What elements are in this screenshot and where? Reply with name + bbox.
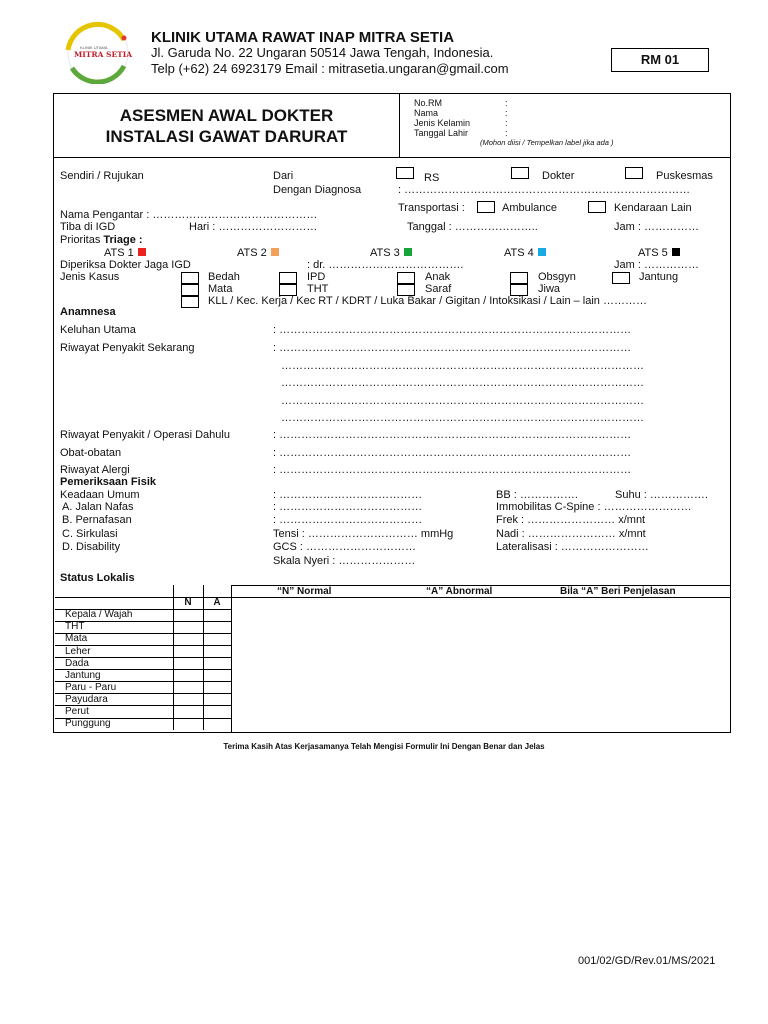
field-rps-line[interactable]: ………………………………………………………………………………………: [281, 377, 644, 389]
heading-pemeriksaan-fisik: Pemeriksaan Fisik: [60, 476, 157, 488]
triage-ats3-label: ATS 3: [370, 247, 400, 259]
checkbox-anak[interactable]: [397, 272, 415, 284]
field-tanggal[interactable]: Tanggal : …………………..: [407, 221, 538, 233]
label-obat: Obat-obatan: [60, 447, 122, 459]
cell-a[interactable]: [203, 633, 231, 645]
label-jalan-nafas: A. Jalan Nafas: [62, 501, 134, 513]
table-row: [55, 645, 231, 657]
triage-ats2[interactable]: [237, 247, 279, 259]
label-rps: Riwayat Penyakit Sekarang: [60, 342, 195, 354]
lokalis-right-box: [231, 585, 731, 733]
title-vdivider: [399, 93, 400, 157]
checkbox-bedah[interactable]: [181, 272, 199, 284]
triage-ats4-swatch: [538, 248, 546, 256]
row-label: Punggung: [55, 718, 173, 730]
field-gcs[interactable]: GCS : …………………………: [273, 541, 417, 553]
cell-a[interactable]: [203, 670, 231, 682]
form-title-line2: INSTALASI GAWAT DARURAT: [105, 127, 348, 146]
table-row: [55, 633, 231, 645]
cell-n[interactable]: [173, 645, 203, 657]
triage-ats1-label: ATS 1: [104, 247, 134, 259]
checkbox-kendaraan-lain[interactable]: [588, 201, 606, 213]
cell: [203, 585, 231, 597]
triage-ats1-swatch: [138, 248, 146, 256]
col-n: N: [173, 597, 203, 609]
logo-subtext: KLINIK UTAMA: [80, 45, 108, 50]
field-nama-pengantar[interactable]: Nama Pengantar : ………………………………………: [60, 209, 318, 221]
label-tiba-igd: Tiba di IGD: [60, 221, 116, 233]
cell-a[interactable]: [203, 658, 231, 670]
triage-ats5-label: ATS 5: [638, 247, 668, 259]
cell-a[interactable]: [203, 682, 231, 694]
triage-ats3[interactable]: [370, 247, 412, 259]
colon: :: [505, 128, 508, 138]
cell-n[interactable]: [173, 682, 203, 694]
checkbox-dokter[interactable]: [511, 167, 529, 179]
cell-a[interactable]: [203, 621, 231, 633]
table-row: [55, 694, 231, 706]
field-rps-line[interactable]: ………………………………………………………………………………………: [281, 412, 644, 424]
row-label: Dada: [55, 658, 173, 670]
label-saraf: Saraf: [425, 283, 452, 295]
row-label: Kepala / Wajah: [55, 609, 173, 621]
label-jiwa: Jiwa: [538, 283, 561, 295]
row-label: Leher: [55, 645, 173, 657]
field-rps[interactable]: : ……………………………………………………………………………………: [273, 342, 632, 354]
label-prioritas-text: Prioritas: [60, 234, 101, 246]
cell: [55, 597, 173, 609]
form-code: RM 01: [640, 52, 680, 67]
label-tht: THT: [307, 283, 329, 295]
triage-ats2-swatch: [271, 248, 279, 256]
checkbox-mata[interactable]: [181, 284, 199, 296]
lokalis-blank-row: [55, 585, 231, 597]
label-rs: RS: [424, 172, 440, 184]
colon: :: [505, 98, 508, 108]
triage-ats2-label: ATS 2: [237, 247, 267, 259]
field-frek[interactable]: Frek : …………………… x/mnt: [496, 514, 646, 526]
label-rpd: Riwayat Penyakit / Operasi Dahulu: [60, 429, 230, 441]
cell-a[interactable]: [203, 694, 231, 706]
label-kll: KLL / Kec. Kerja / Kec RT / KDRT / Luka Bakar / Gigitan / Intoksikasi / Lain – lain …………: [208, 295, 647, 307]
triage-ats5[interactable]: [638, 247, 680, 259]
table-row: [55, 682, 231, 694]
field-diagnosa[interactable]: : ……………………………………………………………………: [398, 184, 691, 196]
label-diperiksa: Diperiksa Dokter Jaga IGD: [60, 259, 191, 271]
form-title: [54, 105, 399, 147]
field-pernafasan[interactable]: : …………………………………: [273, 514, 423, 526]
field-tensi[interactable]: Tensi : ………………………… mmHg: [273, 528, 454, 540]
triage-ats1[interactable]: [104, 247, 146, 259]
field-cspine[interactable]: Immobilitas C-Spine : ……………………: [496, 501, 692, 513]
col-abnormal: “A” Abnormal: [426, 586, 493, 597]
label-kendaraan-lain: Kendaraan Lain: [614, 202, 692, 214]
field-lateralisasi[interactable]: Lateralisasi : ……………………: [496, 541, 649, 553]
table-row: [55, 670, 231, 682]
patient-label-note: (Mohon diisi / Tempelkan label jika ada ): [480, 138, 614, 147]
label-transportasi: Transportasi :: [398, 202, 465, 214]
cell-n[interactable]: [173, 670, 203, 682]
cell-n[interactable]: [173, 609, 203, 621]
label-jenis-kelamin: Jenis Kelamin: [414, 118, 471, 128]
triage-ats4-label: ATS 4: [504, 247, 534, 259]
form-title-line1: ASESMEN AWAL DOKTER: [119, 106, 334, 125]
checkbox-rs[interactable]: [396, 167, 414, 179]
clinic-address: Jl. Garuda No. 22 Ungaran 50514 Jawa Tengah, Indonesia.: [151, 45, 494, 60]
row-label: THT: [55, 621, 173, 633]
checkbox-puskesmas[interactable]: [625, 167, 643, 179]
row-label: Jantung: [55, 670, 173, 682]
label-keadaan-umum: Keadaan Umum: [60, 489, 140, 501]
label-diagnosa: Dengan Diagnosa: [273, 184, 362, 196]
cell-n[interactable]: [173, 633, 203, 645]
field-skala-nyeri[interactable]: Skala Nyeri : …………………: [273, 555, 416, 567]
field-jalan-nafas[interactable]: : …………………………………: [273, 501, 423, 513]
title-divider: [53, 157, 731, 158]
clinic-name: KLINIK UTAMA RAWAT INAP MITRA SETIA: [151, 29, 455, 46]
field-dokter-jaga[interactable]: : dr. ……………………………….: [307, 259, 464, 271]
field-hari[interactable]: Hari : ………………………: [189, 221, 318, 233]
cell-a[interactable]: [203, 706, 231, 718]
label-prioritas: [60, 234, 143, 246]
cell-n[interactable]: [173, 718, 203, 730]
label-dokter: Dokter: [542, 170, 575, 182]
row-label: Paru - Paru: [55, 682, 173, 694]
table-row: [55, 658, 231, 670]
label-jenis-kasus: Jenis Kasus: [60, 271, 120, 283]
triage-ats5-swatch: [672, 248, 680, 256]
table-row: [55, 718, 231, 730]
checkbox-ambulance[interactable]: [477, 201, 495, 213]
field-rpd[interactable]: : ……………………………………………………………………………………: [273, 429, 632, 441]
table-row: [55, 706, 231, 718]
label-nama: Nama: [414, 108, 439, 118]
lokalis-table: [55, 585, 232, 730]
colon: :: [505, 118, 508, 128]
checkbox-kll[interactable]: [181, 296, 199, 308]
col-normal: “N” Normal: [277, 586, 332, 597]
label-keluhan-utama: Keluhan Utama: [60, 324, 136, 336]
cell-n[interactable]: [173, 694, 203, 706]
label-puskesmas: Puskesmas: [656, 170, 713, 182]
cell: [55, 585, 173, 597]
triage-ats3-swatch: [404, 248, 412, 256]
clinic-logo: [58, 20, 142, 84]
label-anak: Anak: [425, 271, 451, 283]
label-no-rm: No.RM: [414, 98, 443, 108]
clinic-contact: Telp (+62) 24 6923179 Email : mitrasetia.ungaran@gmail.com: [151, 61, 509, 76]
triage-ats4[interactable]: [504, 247, 546, 259]
label-sendiri-rujukan: Sendiri / Rujukan: [60, 170, 144, 182]
cell-a[interactable]: [203, 718, 231, 730]
field-nadi[interactable]: Nadi : …………………… x/mnt: [496, 528, 646, 540]
label-ambulance: Ambulance: [502, 202, 558, 214]
field-bb[interactable]: BB : …………….: [496, 489, 578, 501]
heading-anamnesa: Anamnesa: [60, 306, 116, 318]
label-mata: Mata: [208, 283, 233, 295]
col-a: A: [203, 597, 231, 609]
lokalis-header-row: [55, 597, 231, 609]
field-suhu[interactable]: Suhu : …………….: [615, 489, 708, 501]
field-keadaan-umum[interactable]: : …………………………………: [273, 489, 423, 501]
table-row: [55, 621, 231, 633]
table-row: [55, 609, 231, 621]
label-bedah: Bedah: [208, 271, 240, 283]
colon: :: [505, 108, 508, 118]
col-bila: Bila “A” Beri Penjelasan: [560, 586, 676, 597]
heading-status-lokalis: Status Lokalis: [60, 572, 135, 584]
form-code-box: [611, 48, 709, 72]
label-obsgyn: Obsgyn: [538, 271, 576, 283]
label-tanggal-lahir: Tanggal Lahir: [414, 128, 469, 138]
row-label: Mata: [55, 633, 173, 645]
footer-thanks: Terima Kasih Atas Kerjasamanya Telah Mengisi Formulir Ini Dengan Benar dan Jelas: [223, 742, 545, 751]
row-label: Perut: [55, 706, 173, 718]
logo-text: MITRA SETIA: [74, 50, 133, 59]
label-jantung: Jantung: [639, 271, 679, 283]
row-label: Payudara: [55, 694, 173, 706]
field-keluhan-utama[interactable]: : ……………………………………………………………………………………: [273, 324, 632, 336]
field-alergi[interactable]: : ……………………………………………………………………………………: [273, 464, 632, 476]
field-jam-periksa[interactable]: Jam : ……………: [614, 259, 699, 271]
cell-n[interactable]: [173, 658, 203, 670]
footer-code: 001/02/GD/Rev.01/MS/2021: [578, 955, 716, 967]
label-pernafasan: B. Pernafasan: [62, 514, 132, 526]
lokalis-right-header-line: [231, 597, 731, 598]
field-rps-line[interactable]: ………………………………………………………………………………………: [281, 395, 644, 407]
field-obat[interactable]: : ……………………………………………………………………………………: [273, 447, 632, 459]
label-ipd: IPD: [307, 271, 326, 283]
cell-a[interactable]: [203, 645, 231, 657]
label-alergi: Riwayat Alergi: [60, 464, 130, 476]
label-disability: D. Disability: [62, 541, 121, 553]
label-sirkulasi: C. Sirkulasi: [62, 528, 118, 540]
checkbox-obsgyn[interactable]: [510, 272, 528, 284]
checkbox-jantung[interactable]: [612, 272, 630, 284]
cell-n[interactable]: [173, 621, 203, 633]
cell-a[interactable]: [203, 609, 231, 621]
cell-n[interactable]: [173, 706, 203, 718]
label-dari: Dari: [273, 170, 294, 182]
label-triage: Triage :: [103, 234, 143, 246]
checkbox-ipd[interactable]: [279, 272, 297, 284]
cell: [173, 585, 203, 597]
field-jam[interactable]: Jam : ……………: [614, 221, 699, 233]
field-rps-line[interactable]: ………………………………………………………………………………………: [281, 360, 644, 372]
